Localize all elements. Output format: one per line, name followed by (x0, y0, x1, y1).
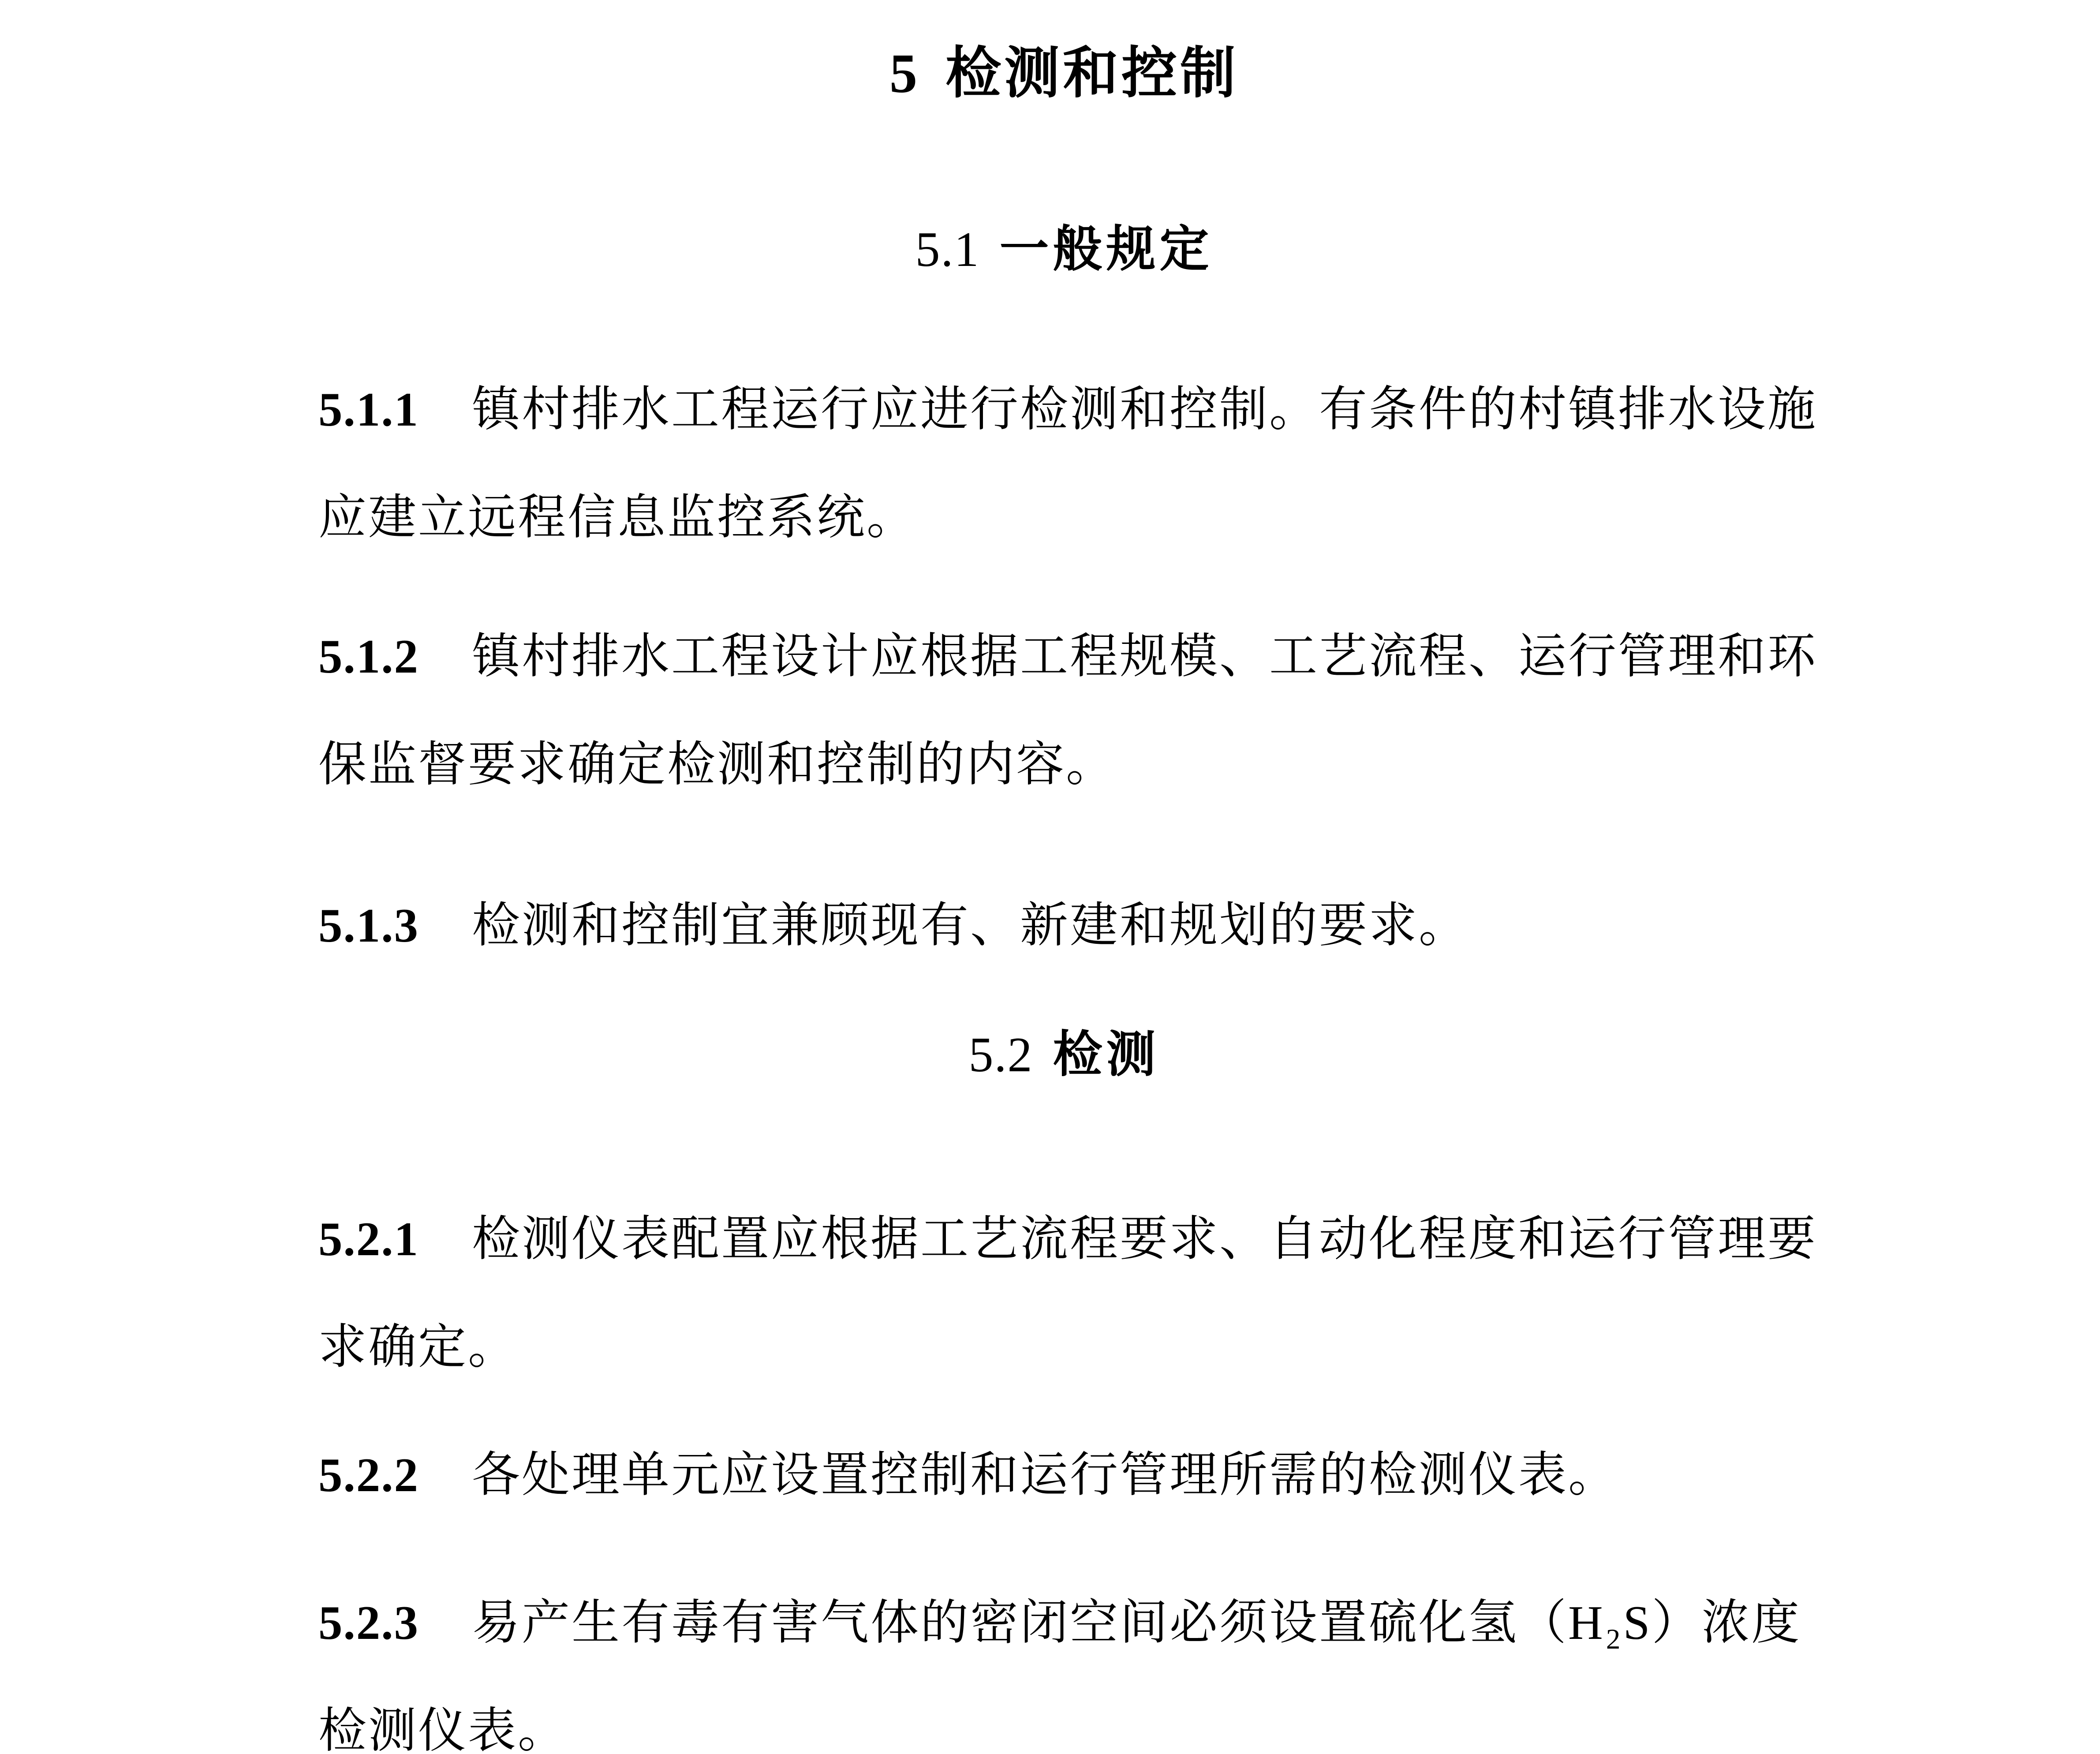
clause-5-1-3-text: 检测和控制宜兼顾现有、新建和规划的要求。 (472, 899, 1469, 953)
chapter-title: 检测和控制 (945, 43, 1239, 105)
clause-5-2-3-number: 5.2.3 (318, 1596, 419, 1650)
section-5-2-number: 5.2 (968, 1028, 1033, 1083)
section-5-2-heading (318, 1024, 1810, 1086)
clause-5-1-2-text: 镇村排水工程设计应根据工程规模、工艺流程、运行管理和环 (472, 630, 1817, 684)
clause-5-2-2-line-1 (318, 1421, 1810, 1529)
section-5-2-title: 检测 (1053, 1027, 1160, 1082)
clause-5-2-3-line-2: 检测仪表。 (318, 1704, 568, 1754)
clause-5-1-2 (318, 602, 1817, 819)
clause-5-1-2-line-2: 保监督要求确定检测和控制的内容。 (318, 738, 1116, 792)
clause-5-1-3 (318, 871, 1810, 980)
clause-5-2-1-line-2: 求确定。 (318, 1320, 518, 1374)
clause-5-1-3-number: 5.1.3 (318, 899, 419, 953)
section-5-1-number: 5.1 (915, 222, 980, 277)
clause-5-1-1-line-1 (318, 355, 1817, 464)
section-5-2-body (318, 1185, 1817, 1754)
clause-5-2-2-number: 5.2.2 (318, 1448, 419, 1502)
section-5-1-body (318, 355, 1817, 980)
clause-5-2-3-line-1 (318, 1569, 1810, 1677)
clause-5-2-1-line-1 (318, 1185, 1817, 1293)
clause-5-1-1-line-2: 应建立远程信息监控系统。 (318, 491, 916, 545)
section-5-2 (318, 1024, 1817, 1754)
section-5-1 (318, 218, 1817, 980)
clause-5-1-3-line-1 (318, 871, 1810, 980)
clause-5-2-2-text: 各处理单元应设置控制和运行管理所需的检测仪表。 (472, 1448, 1618, 1502)
clause-5-2-3 (318, 1569, 1810, 1754)
section-5-1-heading (318, 218, 1810, 280)
chapter-heading (318, 41, 1810, 107)
chapter-number: 5 (889, 43, 917, 105)
section-5-1-title: 一般规定 (999, 221, 1213, 277)
clause-5-2-1-text: 检测仪表配置应根据工艺流程要求、自动化程度和运行管理要 (472, 1212, 1817, 1266)
clause-5-2-1-number: 5.2.1 (318, 1212, 419, 1266)
clause-5-1-1-number: 5.1.1 (318, 383, 419, 437)
clause-5-2-3-text: 易产生有毒有害气体的密闭空间必须设置硫化氢（H₂S）浓度 (472, 1596, 1801, 1650)
clause-5-1-1-text: 镇村排水工程运行应进行检测和控制。有条件的村镇排水设施 (472, 383, 1817, 437)
clause-5-2-1 (318, 1185, 1817, 1401)
clause-5-1-2-line-1 (318, 602, 1817, 711)
clause-5-2-2 (318, 1421, 1810, 1529)
clause-5-1-2-number: 5.1.2 (318, 630, 419, 684)
clause-5-1-1 (318, 355, 1817, 572)
